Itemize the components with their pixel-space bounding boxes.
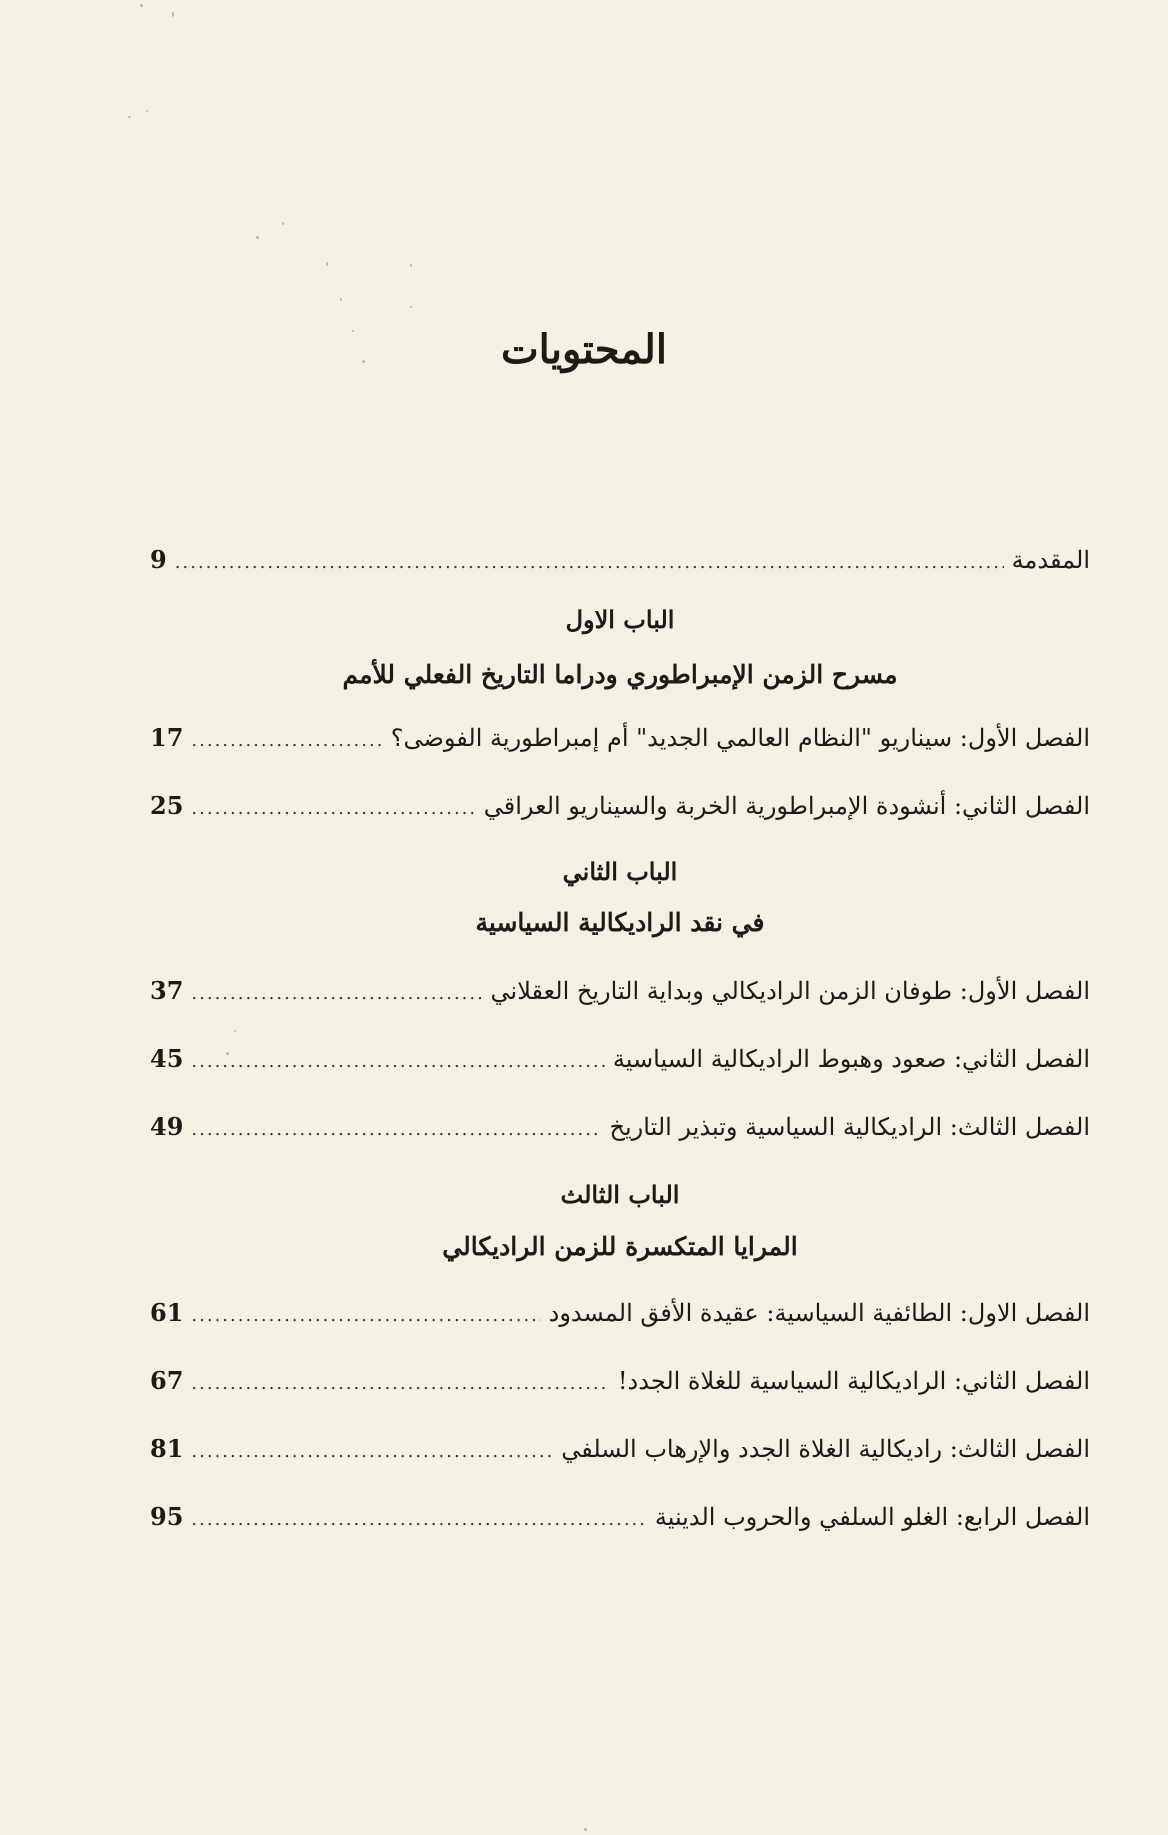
dot-leader [175, 552, 1004, 573]
dot-leader [191, 1119, 601, 1140]
toc-entry[interactable] [150, 1434, 1090, 1474]
part-subtitle: في نقد الراديكالية السياسية [475, 908, 765, 937]
toc-page-number: 67 [150, 1366, 184, 1395]
toc-entry[interactable] [150, 976, 1090, 1016]
paper-speck [146, 110, 148, 112]
dot-leader [191, 798, 475, 819]
toc-entry[interactable] [150, 1298, 1090, 1338]
toc-entry[interactable] [150, 723, 1090, 763]
toc-entry[interactable] [150, 791, 1090, 831]
part-subtitle: المرايا المتكسرة للزمن الراديكالي [442, 1232, 798, 1261]
dot-leader [191, 1441, 553, 1462]
toc-page-number: 95 [150, 1502, 184, 1531]
toc-entry-label: الفصل الاول: الطائفية السياسية: عقيدة الأفق المسدود [548, 1299, 1090, 1327]
toc-entry-introduction[interactable] [150, 545, 1090, 585]
dot-leader [191, 1373, 609, 1394]
dot-leader [191, 1305, 540, 1326]
toc-page-number: 49 [150, 1112, 184, 1141]
toc-entry-label: الفصل الثاني: أنشودة الإمبراطورية الخربة والسيناريو العراقي [483, 792, 1090, 820]
dot-leader [191, 1051, 605, 1072]
toc-page-number: 37 [150, 976, 184, 1005]
toc-entry-label: الفصل الثاني: الراديكالية السياسية للغلاة الجدد! [617, 1367, 1090, 1395]
paper-speck [140, 4, 143, 7]
part-subtitle: مسرح الزمن الإمبراطوري ودراما التاريخ الفعلي للأمم [342, 660, 898, 689]
toc-entry-label: الفصل الأول: طوفان الزمن الراديكالي وبداية التاريخ العقلاني [490, 977, 1090, 1005]
toc-entry[interactable] [150, 1502, 1090, 1542]
toc-entry-label: الفصل الثاني: صعود وهبوط الراديكالية السياسية [612, 1045, 1090, 1073]
toc-page-number: 9 [150, 545, 167, 574]
toc-page-number: 45 [150, 1044, 184, 1073]
toc-entry[interactable] [150, 1044, 1090, 1084]
dot-leader [191, 730, 382, 751]
page-title: المحتويات [501, 326, 667, 373]
toc-entry-label: الفصل الثالث: راديكالية الغلاة الجدد والإرهاب السلفي [561, 1435, 1090, 1463]
dot-leader [191, 983, 482, 1004]
paper-speck [128, 116, 131, 118]
toc-entry-label: الفصل الأول: سيناريو "النظام العالمي الجديد" أم إمبراطورية الفوضى؟ [390, 724, 1090, 752]
part-heading: الباب الاول [565, 605, 675, 634]
dot-leader [191, 1509, 646, 1530]
part-heading: الباب الثالث [560, 1180, 680, 1209]
toc-page-number: 25 [150, 791, 184, 820]
toc-entry-label: الفصل الثالث: الراديكالية السياسية وتبذير التاريخ [609, 1113, 1090, 1141]
toc-entry-label: الفصل الرابع: الغلو السلفي والحروب الدينية [654, 1503, 1090, 1531]
toc-page-number: 61 [150, 1298, 184, 1327]
table-of-contents [150, 0, 1090, 1835]
toc-entry-label: المقدمة [1011, 546, 1090, 574]
toc-page-number: 17 [150, 723, 184, 752]
part-heading: الباب الثاني [562, 857, 678, 886]
toc-entry[interactable] [150, 1366, 1090, 1406]
toc-entry[interactable] [150, 1112, 1090, 1152]
toc-page-number: 81 [150, 1434, 184, 1463]
